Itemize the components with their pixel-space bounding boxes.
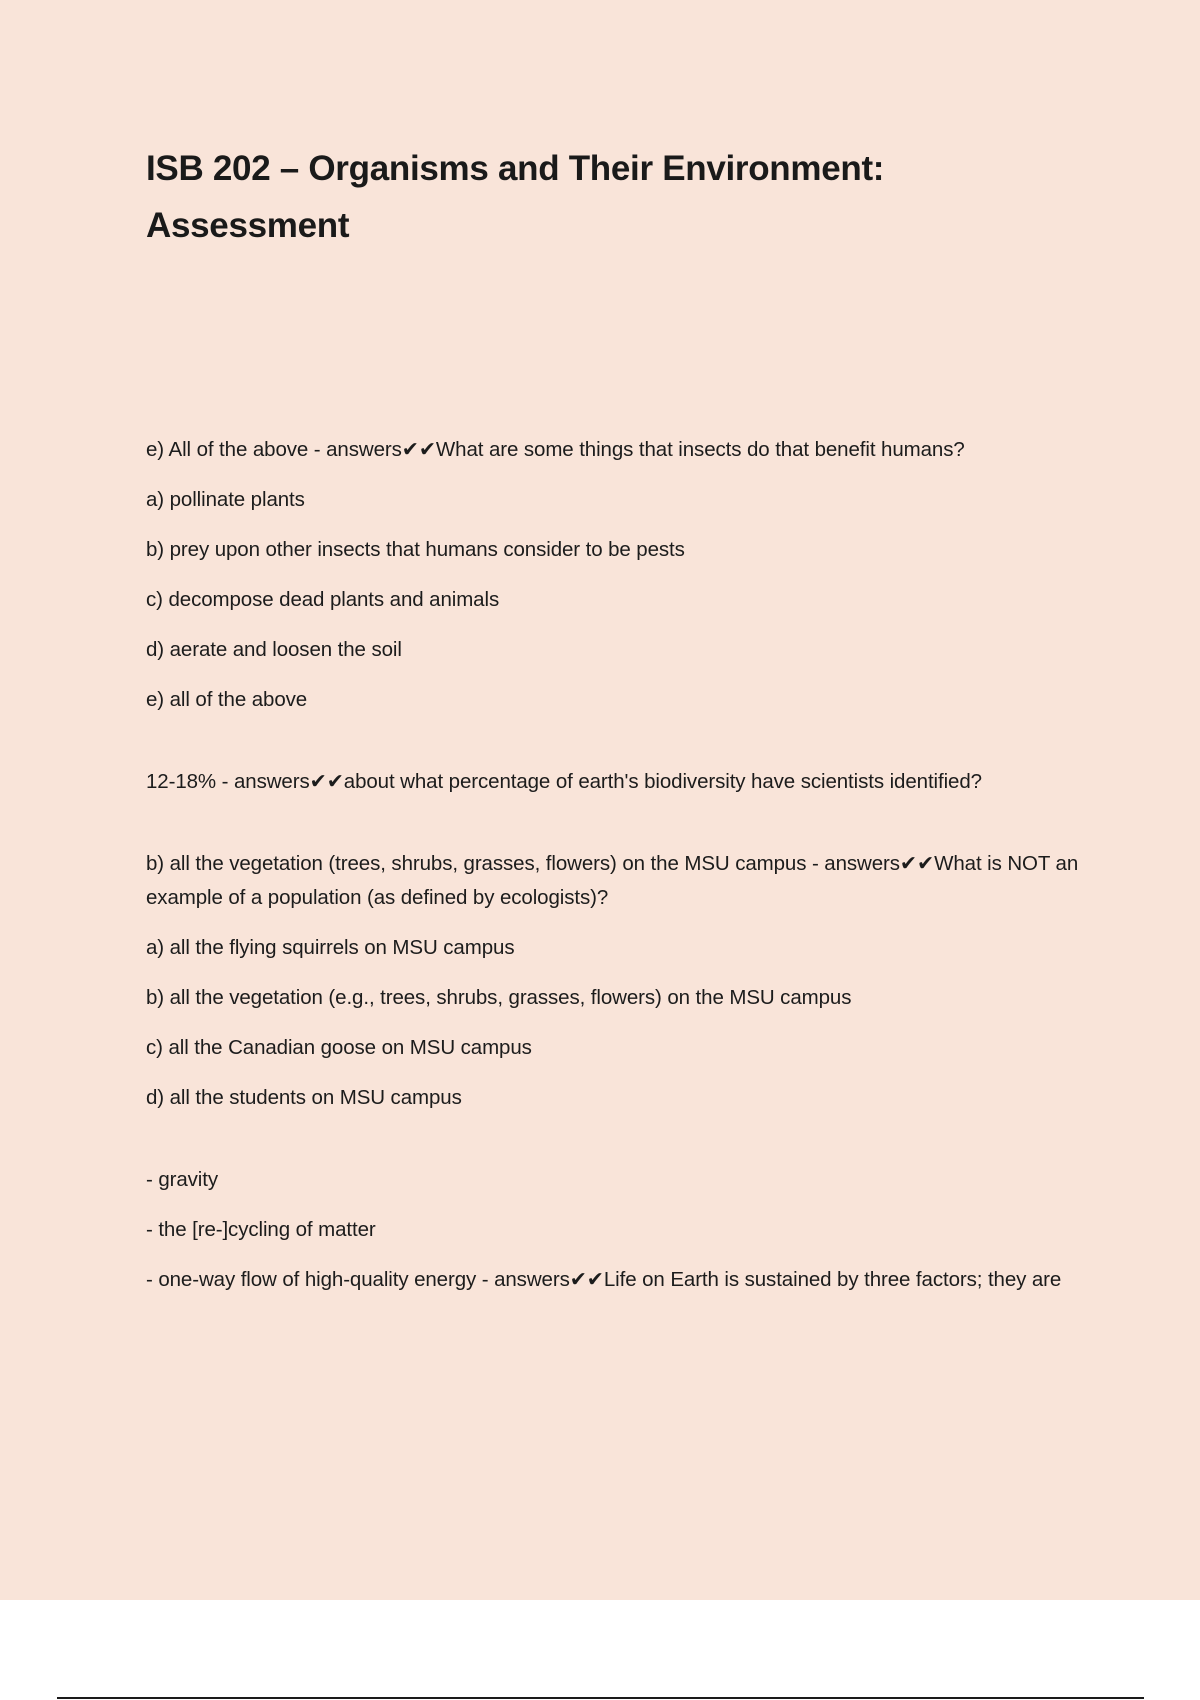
question-block	[146, 765, 1086, 799]
option-line: d) aerate and loosen the soil	[146, 638, 402, 661]
answer-question-line: b) all the vegetation (trees, shrubs, grasses, flowers) on the MSU campus - answers✔✔What is NOT an example of a population (as defined by ecologists)?	[146, 852, 1079, 909]
title-line: ISB 202 – Organisms and Their Environment:	[146, 149, 885, 188]
option-line: d) all the students on MSU campus	[146, 1086, 462, 1109]
option-line: b) all the vegetation (e.g., trees, shrubs, grasses, flowers) on the MSU campus	[146, 986, 852, 1009]
option-line: a) all the flying squirrels on MSU campus	[146, 936, 515, 959]
option-line: e) all of the above	[146, 688, 308, 711]
answer-question-line: 12-18% - answers✔✔about what percentage of earth's biodiversity have scientists identified?	[146, 770, 982, 793]
option-line: c) all the Canadian goose on MSU campus	[146, 1036, 532, 1059]
question-block	[146, 847, 1086, 1115]
answer-question-line: - one-way flow of high-quality energy - answers✔✔Life on Earth is sustained by three factors; they are	[146, 1268, 1062, 1291]
question-block	[146, 1163, 1086, 1297]
list-line: - gravity	[146, 1168, 219, 1191]
option-line: a) pollinate plants	[146, 488, 305, 511]
document-title	[146, 140, 1086, 254]
question-block	[146, 433, 1086, 717]
title-line: Assessment	[146, 206, 350, 245]
answer-question-line: e) All of the above - answers✔✔What are some things that insects do that benefit humans?	[146, 438, 965, 461]
option-line: c) decompose dead plants and animals	[146, 588, 500, 611]
document-body	[146, 140, 1086, 1345]
footer-divider	[57, 1697, 1144, 1699]
list-line: - the [re-]cycling of matter	[146, 1218, 376, 1241]
option-line: b) prey upon other insects that humans consider to be pests	[146, 538, 685, 561]
question-list	[146, 433, 1086, 1297]
